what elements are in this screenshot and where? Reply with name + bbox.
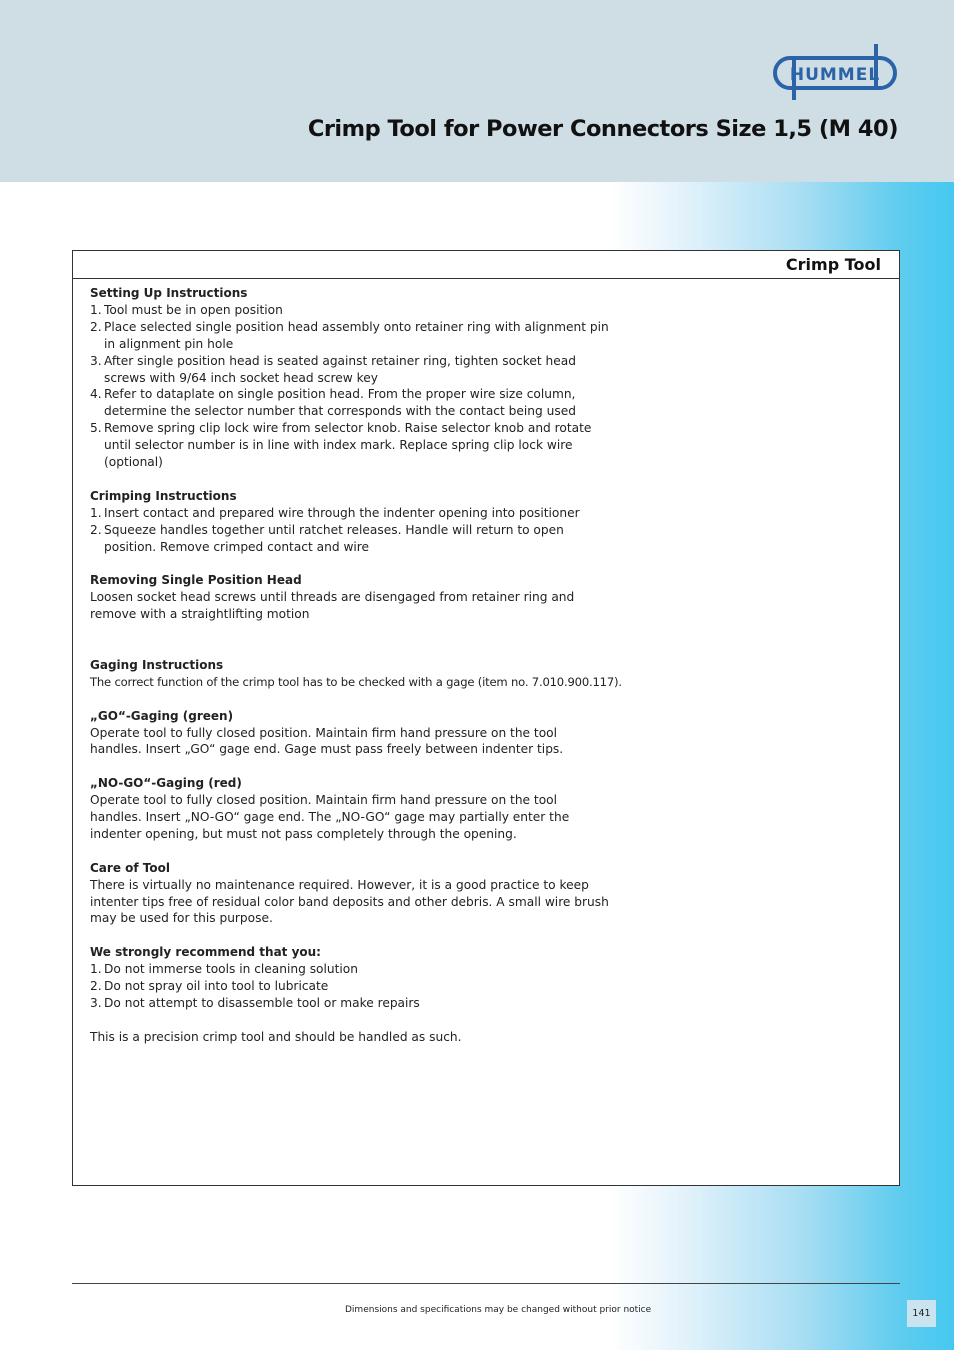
list-item: 1. Do not immerse tools in cleaning solution (90, 962, 358, 977)
list-item: 1. Tool must be in open position (90, 302, 283, 317)
page-number: 141 (907, 1300, 936, 1327)
removing-text: Loosen socket head screws until threads are disengaged from retainer ring and remove with a straightlifting motion (90, 590, 575, 622)
gaging-text: The correct function of the crimp tool has to be checked with a gage (item no. 7.010.900.117). (90, 674, 622, 689)
go-text: Operate tool to fully closed position. Maintain firm hand pressure on the tool handles. Insert „GO“ gage end. Gage must pass freely between indenter tips. (90, 725, 564, 757)
list-item: 3. Do not attempt to disassemble tool or make repairs (90, 995, 420, 1010)
nogo-title: „NO-GO“-Gaging (red) (90, 776, 242, 791)
recommend-title: We strongly recommend that you: (90, 945, 321, 960)
setup-title: Setting Up Instructions (90, 286, 248, 300)
care-title: Care of Tool (90, 860, 170, 875)
gaging-title: Gaging Instructions (90, 657, 224, 672)
closing-text: This is a precision crimp tool and should be handled as such. (90, 1029, 462, 1044)
content-box (72, 250, 900, 1186)
header-band (0, 0, 954, 182)
crimping-title: Crimping Instructions (90, 488, 237, 503)
list-item: 2. Squeeze handles together until ratchet releases. Handle will return to open position. Remove crimped contact and wire (90, 522, 564, 554)
hummel-logo (772, 42, 900, 104)
nogo-text: Operate tool to fully closed position. Maintain firm hand pressure on the tool handles. Insert „NO-GO“ gage end. The „NO-GO“ gage may partially enter the indenter opening, but must not pass completely through the opening. (90, 793, 570, 841)
list-item: 2. Do not spray oil into tool to lubricate (90, 979, 329, 994)
footer-divider (72, 1283, 900, 1284)
list-item: 3. After single position head is seated against retainer ring, tighten socket head screws with 9/64 inch socket head screw key (90, 353, 576, 385)
box-header (73, 251, 899, 279)
footer-note: Dimensions and specifications may be changed without prior notice (345, 1305, 652, 1315)
list-item: 2. Place selected single position head assembly onto retainer ring with alignment pin in alignment pin hole (90, 319, 609, 351)
go-title: „GO“-Gaging (green) (90, 708, 234, 723)
svg-text:HUMMEL: HUMMEL (789, 65, 881, 85)
list-item: 1. Insert contact and prepared wire through the indenter opening into positioner (90, 505, 580, 520)
instructions (90, 285, 622, 1046)
list-item: 5. Remove spring clip lock wire from selector knob. Raise selector knob and rotate until selector number is in line with index mark. Replace spring clip lock wire (optional) (90, 421, 592, 470)
care-text: There is virtually no maintenance required. However, it is a good practice to keep intenter tips free of residual color band deposits and other debris. A small wire brush may be used for this purpose. (90, 877, 609, 926)
removing-title: Removing Single Position Head (90, 573, 302, 588)
page-title: Crimp Tool for Power Connectors Size 1,5 (M 40) (307, 116, 898, 142)
list-item: 4. Refer to dataplate on single position head. From the proper wire size column, determine the selector number that corresponds with the contact being used (90, 387, 576, 419)
box-heading: Crimp Tool (785, 255, 881, 274)
